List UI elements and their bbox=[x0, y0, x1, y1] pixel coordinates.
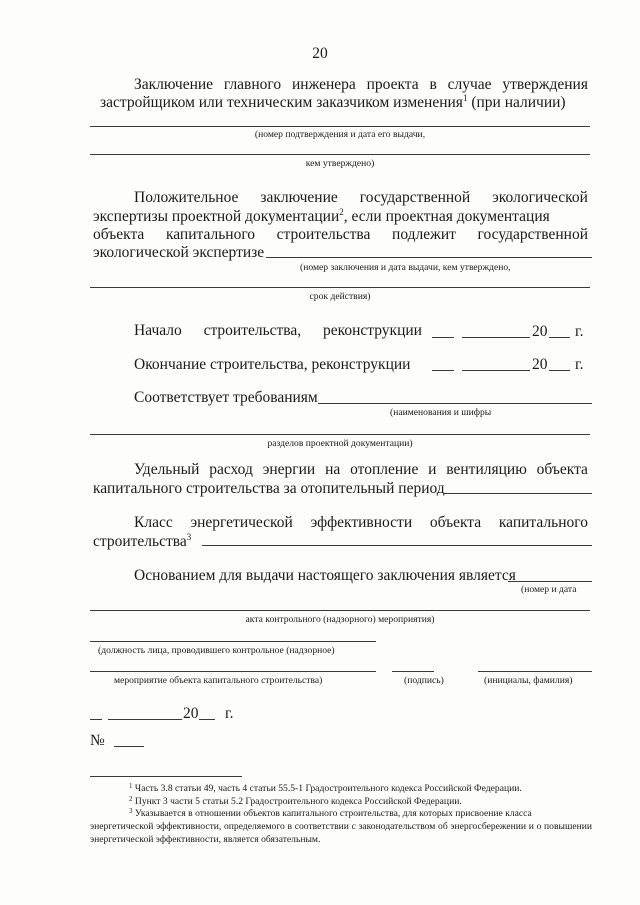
start-year-suffix: г. bbox=[575, 323, 584, 340]
section1-line2: застройщиком или техническим заказчиком изменения$^1$ (при наличии) bbox=[100, 93, 566, 111]
section1-line1: Заключение главного инженера проекта в случае утверждения bbox=[134, 76, 588, 93]
date-year-prefix: 20 bbox=[183, 705, 199, 722]
field-line-date-month[interactable] bbox=[108, 719, 182, 720]
field-line-start-day[interactable] bbox=[432, 337, 454, 338]
caption-approved-by: кем утверждено) bbox=[305, 158, 375, 169]
caption-eco-conclusion: (номер заключения и дата выдачи, кем утверждено, bbox=[300, 262, 511, 273]
requirements-label: Соответствует требованиям bbox=[134, 389, 318, 406]
footnote-3-first: $^3$ Указывается в отношении объектов капитального строительства, для которых присвоение класса bbox=[129, 807, 532, 819]
caption-requirements-sections: разделов проектной документации) bbox=[267, 438, 413, 449]
field-line-name[interactable] bbox=[478, 671, 592, 672]
field-line-date-day[interactable] bbox=[90, 719, 102, 720]
field-line-position[interactable] bbox=[90, 641, 376, 642]
date-year-suffix: г. bbox=[225, 705, 234, 722]
start-year-prefix: 20 bbox=[532, 323, 548, 340]
field-line-signature[interactable] bbox=[392, 671, 434, 672]
energy-class-line2: строительства$^3$ bbox=[93, 532, 192, 550]
caption-position-1: (должность лица, проводившего контрольное (надзорное) bbox=[98, 645, 335, 656]
footnote-2: $^2$ Пункт 3 части 5 статьи 5.2 Градостроительного кодекса Российской Федерации. bbox=[129, 795, 462, 807]
caption-validity: срок действия) bbox=[309, 291, 371, 302]
field-line-eco-conclusion[interactable] bbox=[266, 257, 592, 258]
field-line-validity[interactable] bbox=[90, 287, 590, 288]
energy-class-line1: Класс энергетической эффективности объекта капитального bbox=[134, 514, 588, 531]
caption-inspection-act: акта контрольного (надзорного) мероприятия) bbox=[245, 614, 435, 625]
caption-position-2: мероприятие объекта капитального строительства) bbox=[114, 675, 323, 686]
energy-line2: капитального строительства за отопительный период bbox=[93, 480, 445, 497]
section2-line2: экспертизы проектной документации$^2$, если проектная документация bbox=[93, 207, 550, 225]
caption-requirements: (наименования и шифры bbox=[390, 407, 492, 418]
field-line-start-month[interactable] bbox=[462, 337, 530, 338]
field-line-end-year[interactable] bbox=[549, 370, 570, 371]
field-line-end-month[interactable] bbox=[462, 370, 530, 371]
field-line-date-year[interactable] bbox=[199, 719, 215, 720]
field-line-basis[interactable] bbox=[508, 581, 592, 582]
section2-line3: объекта капитального строительства подлежит государственной bbox=[93, 226, 588, 243]
field-line-energy-consumption[interactable] bbox=[444, 493, 592, 494]
field-line-requirements-sections[interactable] bbox=[90, 434, 590, 435]
end-year-prefix: 20 bbox=[532, 356, 548, 373]
caption-approval-number: (номер подтверждения и дата его выдачи, bbox=[254, 129, 426, 140]
field-line-requirements[interactable] bbox=[318, 403, 592, 404]
field-line-position-2[interactable] bbox=[90, 671, 376, 672]
basis-label: Основанием для выдачи настоящего заключения является bbox=[134, 567, 516, 584]
construction-end-label: Окончание строительства, реконструкции bbox=[134, 356, 411, 373]
section2-line4: экологической экспертизе bbox=[93, 244, 265, 261]
page-number: 20 bbox=[312, 45, 328, 62]
caption-basis: (номер и дата bbox=[521, 584, 577, 595]
energy-line1: Удельный расход энергии на отопление и вентиляцию объекта bbox=[134, 461, 588, 478]
caption-signature: (подпись) bbox=[404, 675, 444, 686]
field-line-end-day[interactable] bbox=[432, 370, 454, 371]
construction-start-label: Начало строительства, реконструкции bbox=[134, 322, 422, 339]
field-line-approved-by[interactable] bbox=[90, 154, 590, 155]
field-line-energy-class[interactable] bbox=[202, 545, 592, 546]
field-line-number[interactable] bbox=[114, 746, 144, 747]
footnote-3-rest: энергетической эффективности, определяемого в соответствии с законодательством об энергосбережении и о повышении энергетической эффективности, является обязательным. bbox=[90, 821, 592, 845]
footnote-separator bbox=[90, 776, 242, 777]
footnote-1: $^1$ Часть 3.8 статьи 49, часть 4 статьи 55.5-1 Градостроительного кодекса Российской Федерации. bbox=[129, 782, 522, 794]
caption-name: (инициалы, фамилия) bbox=[484, 675, 573, 686]
number-label: № bbox=[90, 732, 105, 749]
field-line-start-year[interactable] bbox=[549, 337, 570, 338]
field-line-approval-number[interactable] bbox=[90, 126, 590, 127]
field-line-inspection-act[interactable] bbox=[90, 610, 590, 611]
end-year-suffix: г. bbox=[575, 356, 584, 373]
section2-line1: Положительное заключение государственной экологической bbox=[134, 189, 588, 206]
